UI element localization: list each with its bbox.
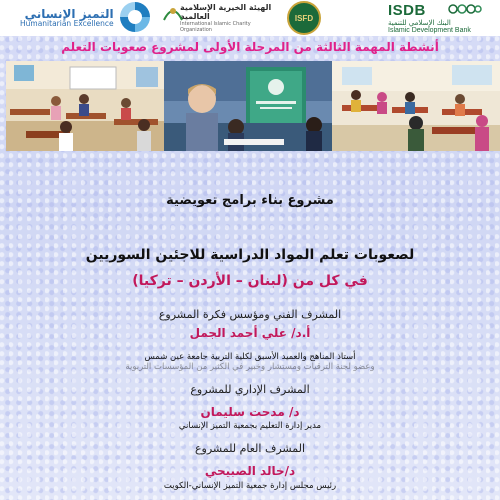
isdb-english: Islamic Development Bank	[388, 27, 471, 34]
classroom-photo-1	[6, 61, 164, 151]
technical-supervisor-role: المشرف الفني ومؤسس فكرة المشروع	[158, 308, 342, 321]
isfd-seal-icon	[287, 1, 321, 35]
iico-english: International Islamic Charity Organization	[180, 21, 251, 33]
iico-emblem-icon	[162, 2, 184, 22]
project-title-line-1: مشروع بناء برامج تعويضية	[166, 193, 334, 208]
general-supervisor-role: المشرف العام للمشروع	[194, 442, 306, 455]
humanitarian-excellence-english: Humanitarian Excellence	[20, 19, 114, 29]
admin-supervisor-name: د/ مدحت سليمان	[200, 405, 300, 419]
project-title-line-2: لصعوبات تعلم المواد الدراسية للاجئين السوريين	[85, 247, 415, 263]
humanitarian-excellence-emblem-icon	[120, 2, 150, 32]
isfd-logo	[284, 0, 324, 36]
isdb-arabic: البنك الإسلامي للتنمية	[388, 19, 451, 27]
admin-supervisor-desc: مدير إدارة التعليم بجمعية التميز الإنساني	[178, 421, 322, 431]
isdb-short: ISDB	[388, 2, 426, 19]
classroom-photo-2	[164, 61, 332, 151]
technical-supervisor-name: أ.د/ علي أحمد الجمل	[189, 326, 311, 340]
classroom-photo-3	[332, 61, 500, 151]
technical-supervisor-desc-1: أستاذ المناهج والعميد الأسبق لكلية التربية جامعة عين شمس	[144, 352, 356, 362]
general-supervisor-desc: رئيس مجلس إدارة جمعية التميز الإنساني-الكويت	[163, 481, 337, 491]
isfd-text: ISFD	[294, 13, 314, 23]
isdb-logo	[388, 0, 498, 36]
admin-supervisor-role: المشرف الإداري للمشروع	[190, 383, 310, 396]
humanitarian-excellence-logo	[20, 0, 155, 36]
activities-subtitle: أنشطة المهمة الثالثة من المرحلة الأولى لمشروع صعوبات التعلم	[61, 40, 439, 54]
isdb-emblem-icon	[448, 2, 482, 16]
general-supervisor-name: د/خالد الصبيحي	[204, 464, 296, 478]
photo-strip	[6, 61, 500, 151]
project-countries: في كل من (لبنان – الأردن – تركيا)	[132, 273, 368, 289]
logo-header	[0, 0, 500, 36]
iico-arabic: الهيئة الخيرية الإسلامية العالمية	[180, 3, 272, 21]
iico-logo	[160, 0, 275, 36]
humanitarian-excellence-arabic: التميز الإنساني	[24, 6, 114, 21]
technical-supervisor-desc-2: وعضو لجنة الترقيات ومستشار وخبير في الكثير من المؤسسات التربوية	[125, 362, 375, 372]
